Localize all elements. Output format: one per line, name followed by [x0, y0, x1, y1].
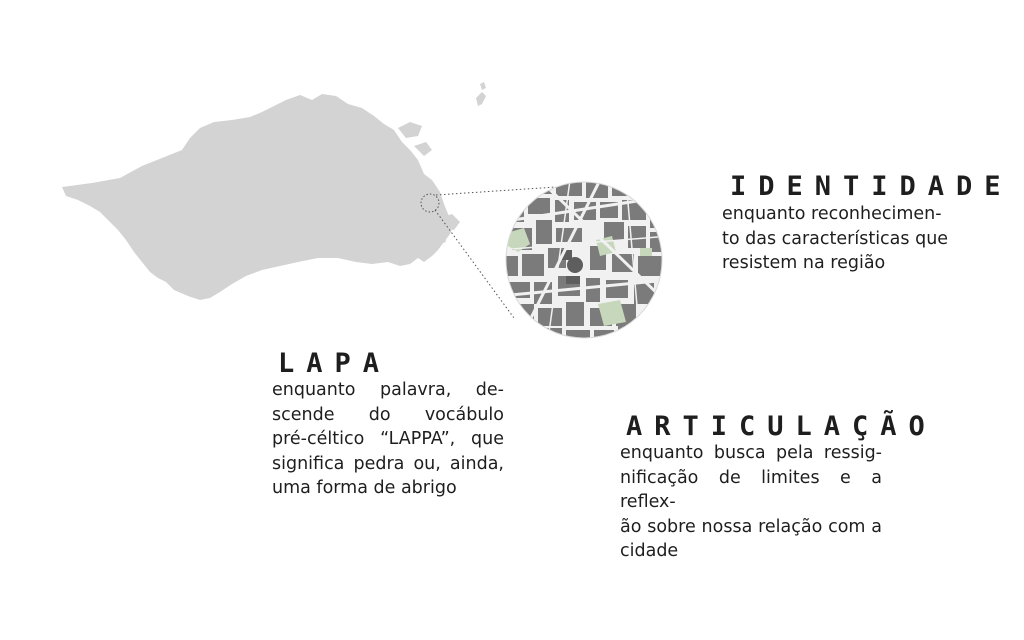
lapa-line: significa pedra ou, ainda, [272, 453, 504, 474]
identidade-line: enquanto reconhecimen- [722, 204, 942, 224]
lapa-description [272, 378, 504, 501]
lapa-line: scende do vocábulo [272, 404, 504, 425]
articulacao-line: enquanto busca pela ressig- [620, 443, 882, 463]
rio-de-janeiro-silhouette-icon [62, 82, 486, 300]
lapa-heading: LAPA [278, 348, 392, 379]
identidade-description [722, 202, 962, 276]
articulacao-description [620, 441, 882, 564]
lapa-line: pré-céltico “LAPPA”, que [272, 429, 504, 449]
lapa-line: uma forma de abrigo [272, 478, 457, 498]
articulacao-heading: ARTICULAÇÃO [626, 411, 937, 442]
identidade-line: to das características que [722, 228, 949, 249]
articulacao-line: nificação de limites e a reflex- [620, 467, 882, 512]
lapa-line: enquanto palavra, de- [272, 380, 504, 400]
articulacao-line: cidade [620, 541, 679, 561]
identidade-line: resistem na região [722, 253, 886, 273]
identidade-heading: IDENTIDADE [730, 171, 1013, 202]
lapa-urban-fabric-icon [500, 178, 670, 342]
articulacao-line: ão sobre nossa relação com a [620, 516, 882, 537]
